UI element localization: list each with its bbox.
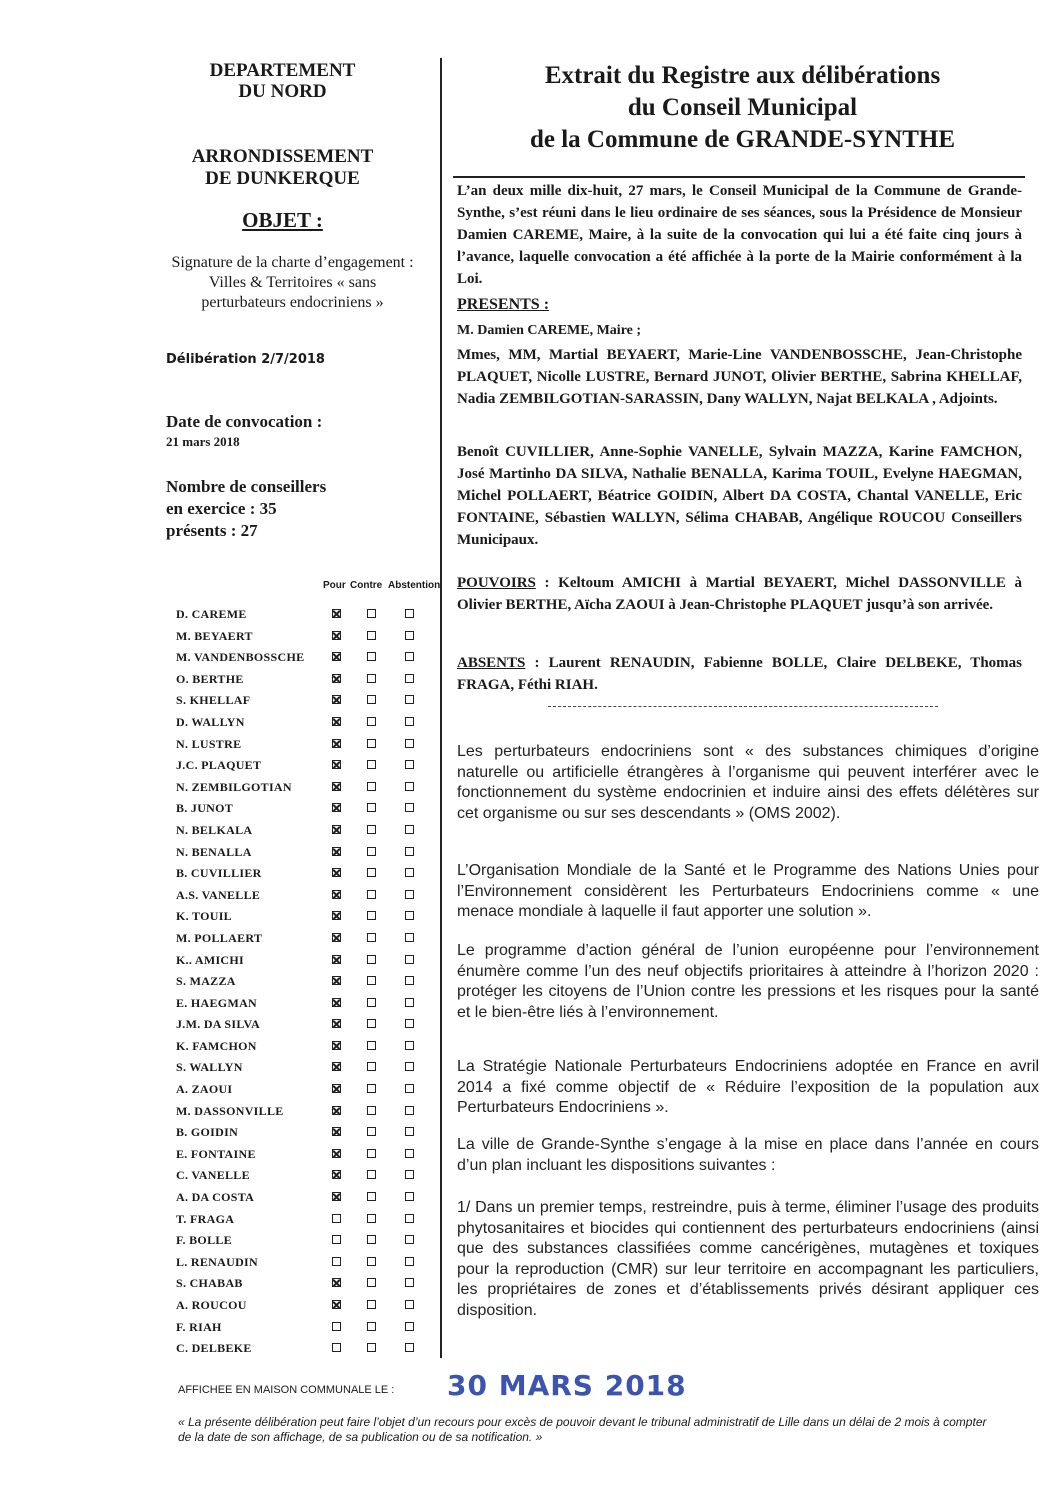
checkbox-contre[interactable] (367, 674, 376, 683)
vote-row (172, 626, 442, 648)
department-line1: DEPARTEMENT (209, 60, 356, 81)
vote-row (172, 1165, 442, 1187)
checkbox-abstention[interactable] (405, 1278, 414, 1287)
vote-row (172, 690, 442, 712)
checkbox-pour[interactable] (332, 1214, 341, 1223)
vote-row (172, 1209, 442, 1231)
checkbox-abstention[interactable] (405, 1214, 414, 1223)
council-counts (166, 476, 326, 542)
vote-row (172, 669, 442, 691)
checkbox-abstention[interactable] (405, 1062, 414, 1071)
checkbox-contre[interactable] (367, 760, 376, 769)
checkbox-pour[interactable] (332, 631, 341, 640)
checkbox-pour[interactable] (332, 1041, 341, 1050)
checkbox-pour[interactable] (332, 695, 341, 704)
checkbox-contre[interactable] (367, 1062, 376, 1071)
vote-row (172, 1057, 442, 1079)
councillor-name: B. GOIDIN (176, 1125, 239, 1140)
deliberation-number: Délibération 2/7/2018 (166, 352, 325, 367)
presents-maire: M. Damien CAREME, Maire ; (457, 323, 642, 338)
checkbox-contre[interactable] (367, 609, 376, 618)
body-paragraph-1: Les perturbateurs endocriniens sont « des substances chimiques d’origine naturelle ou artificielle étrangères à l’organisme qui peuvent interférer avec le fonctionnement du système endocrinien et induire ainsi des effets délétères sur cet organisme ou sur ses descendants » (OMS 2002). (457, 743, 1039, 822)
checkbox-contre[interactable] (367, 1257, 376, 1266)
vote-row (172, 1273, 442, 1295)
councillor-name: M. BEYAERT (176, 628, 253, 643)
title-line3: de la Commune de GRANDE-SYNTHE (529, 126, 956, 153)
councillor-name: A. DA COSTA (176, 1190, 255, 1205)
checkbox-contre[interactable] (367, 847, 376, 856)
checkbox-contre[interactable] (367, 1300, 376, 1309)
councillor-name: B. JUNOT (176, 801, 234, 816)
checkbox-contre[interactable] (367, 1170, 376, 1179)
checkbox-pour[interactable] (332, 1019, 341, 1028)
checkbox-contre[interactable] (367, 717, 376, 726)
body-paragraph-2: L’Organisation Mondiale de la Santé et le Programme des Nations Unies pour l’Environnement considèrent les Perturbateurs Endocriniens comme « une menace mondiale à laquelle il faut apporter une solution ». (457, 862, 1039, 920)
vote-row (172, 1144, 442, 1166)
section-separator (548, 706, 938, 707)
department-line2: DU NORD (238, 81, 327, 102)
checkbox-pour[interactable] (332, 1106, 341, 1115)
councillor-name: N. ZEMBILGOTIAN (176, 779, 292, 794)
pouvoirs-paragraph (457, 572, 1022, 616)
councillor-name: N. BELKALA (176, 822, 253, 837)
vote-row (172, 1338, 442, 1360)
vote-row (172, 971, 442, 993)
councillor-name: L. RENAUDIN (176, 1254, 258, 1269)
checkbox-contre[interactable] (367, 652, 376, 661)
councillor-name: E. HAEGMAN (176, 995, 257, 1010)
checkbox-pour[interactable] (332, 652, 341, 661)
vote-row (172, 842, 442, 864)
absents-paragraph (457, 652, 1022, 696)
vote-row (172, 1295, 442, 1317)
councillor-name: D. WALLYN (176, 714, 245, 729)
checkbox-abstention[interactable] (405, 631, 414, 640)
councillor-name: C. VANELLE (176, 1168, 250, 1183)
vote-row (172, 798, 442, 820)
body-paragraph-4: La Stratégie Nationale Perturbateurs Endocriniens adoptée en France en avril 2014 a fixé comme objectif de « Réduire l’exposition de la population aux Perturbateurs Endocriniens ». (457, 1058, 1039, 1116)
checkbox-pour[interactable] (332, 717, 341, 726)
checkbox-pour[interactable] (332, 868, 341, 877)
column-divider (440, 58, 442, 1358)
checkbox-pour[interactable] (332, 803, 341, 812)
title-line1: Extrait du Registre aux délibérations (544, 62, 941, 89)
checkbox-contre[interactable] (367, 1149, 376, 1158)
presents-heading: PRESENTS : (457, 296, 550, 313)
councillor-name: S. KHELLAF (176, 693, 251, 708)
checkbox-pour[interactable] (332, 760, 341, 769)
vote-row (172, 1187, 442, 1209)
checkbox-abstention[interactable] (405, 652, 414, 661)
vote-row (172, 906, 442, 928)
checkbox-pour[interactable] (332, 1235, 341, 1244)
checkbox-pour[interactable] (332, 1278, 341, 1287)
vote-row (172, 950, 442, 972)
checkbox-pour[interactable] (332, 782, 341, 791)
checkbox-abstention[interactable] (405, 890, 414, 899)
councillor-name: A. ROUCOU (176, 1298, 247, 1312)
councillor-name: A.S. VANELLE (176, 887, 261, 902)
councillor-name: F. RIAH (176, 1319, 222, 1334)
councillor-name: J.M. DA SILVA (176, 1017, 260, 1032)
body-paragraph-5: La ville de Grande-Synthe s’engage à la mise en place dans l’année en cours d’un plan incluant les dispositions suivantes : (457, 1136, 1039, 1174)
vote-header-pour: Pour (323, 580, 346, 591)
checkbox-pour[interactable] (332, 890, 341, 899)
councillor-name: E. FONTAINE (176, 1146, 256, 1161)
presents-adjoints: Mmes, MM, Martial BEYAERT, Marie-Line VANDENBOSSCHE, Jean-Christophe PLAQUET, Nicolle LUSTRE, Bernard JUNOT, Olivier BERTHE, Sabrina KHELLAF, Nadia ZEMBILGOTIAN-SARASSIN, Dany WALLYN, Najat BELKALA , Adjoints. (457, 347, 1022, 407)
checkbox-pour[interactable] (332, 1149, 341, 1158)
checkbox-contre[interactable] (367, 1192, 376, 1201)
body-paragraph-3: Le programme d’action général de l’union européenne pour l’environnement énumère comme l’un des neuf objectifs prioritaires à atteindre à l’horizon 2020 : protéger les citoyens de l’Union contre les pressions et les risques pour la santé et le bien-être liés à l’environnement. (457, 942, 1039, 1021)
checkbox-contre[interactable] (367, 976, 376, 985)
checkbox-abstention[interactable] (405, 1192, 414, 1201)
councillor-name: T. FRAGA (176, 1211, 235, 1226)
checkbox-pour[interactable] (332, 1257, 341, 1266)
vote-row (172, 712, 442, 734)
checkbox-abstention[interactable] (405, 998, 414, 1007)
checkbox-contre[interactable] (367, 782, 376, 791)
checkbox-pour[interactable] (332, 1084, 341, 1093)
checkbox-abstention[interactable] (405, 1041, 414, 1050)
councillor-name: N. LUSTRE (176, 736, 242, 751)
objet-heading: OBJET : (242, 208, 323, 232)
checkbox-contre[interactable] (367, 825, 376, 834)
checkbox-abstention[interactable] (405, 1170, 414, 1179)
councillor-name: S. WALLYN (176, 1060, 243, 1075)
checkbox-abstention[interactable] (405, 976, 414, 985)
checkbox-contre[interactable] (367, 868, 376, 877)
checkbox-contre[interactable] (367, 1235, 376, 1244)
vote-row (172, 1122, 442, 1144)
checkbox-abstention[interactable] (405, 868, 414, 877)
subject-line2: Villes & Territoires « sans (208, 274, 377, 291)
checkbox-contre[interactable] (367, 803, 376, 812)
counts-line1: Nombre de conseillers (166, 477, 327, 496)
title-line2: du Conseil Municipal (627, 94, 858, 121)
checkbox-abstention[interactable] (405, 1019, 414, 1028)
vote-header-abstention: Abstention (388, 580, 441, 591)
checkbox-pour[interactable] (332, 825, 341, 834)
department-header (150, 60, 415, 102)
councillor-name: K.. AMICHI (176, 952, 245, 967)
vote-row (172, 777, 442, 799)
checkbox-abstention[interactable] (405, 803, 414, 812)
vote-row (172, 1014, 442, 1036)
checkbox-contre[interactable] (367, 1019, 376, 1028)
councillor-name: C. DELBEKE (176, 1341, 252, 1356)
checkbox-abstention[interactable] (405, 847, 414, 856)
checkbox-contre[interactable] (367, 695, 376, 704)
checkbox-contre[interactable] (367, 955, 376, 964)
checkbox-pour[interactable] (332, 976, 341, 985)
checkbox-pour[interactable] (332, 1062, 341, 1071)
checkbox-pour[interactable] (332, 609, 341, 618)
checkbox-abstention[interactable] (405, 933, 414, 942)
checkbox-contre[interactable] (367, 911, 376, 920)
vote-row (172, 1317, 442, 1339)
checkbox-pour[interactable] (332, 1343, 341, 1352)
checkbox-abstention[interactable] (405, 609, 414, 618)
vote-row (172, 1101, 442, 1123)
arrondissement-line1: ARRONDISSEMENT (191, 146, 374, 167)
checkbox-contre[interactable] (367, 739, 376, 748)
absents-text: : Laurent RENAUDIN, Fabienne BOLLE, Claire DELBEKE, Thomas FRAGA, Féthi RIAH. (457, 655, 1022, 693)
arrondissement-header (150, 146, 415, 190)
vote-table (172, 604, 442, 1360)
checkbox-pour[interactable] (332, 1300, 341, 1309)
councillor-name: K. FAMCHON (176, 1038, 257, 1053)
checkbox-abstention[interactable] (405, 1235, 414, 1244)
checkbox-contre[interactable] (367, 631, 376, 640)
body-paragraph-6: 1/ Dans un premier temps, restreindre, puis à terme, éliminer l’usage des produits phytosanitaires et biocides qui contiennent des perturbateurs endocriniens (ainsi que des substances classifiées comme cancérigènes, mutagènes et toxiques pour la reproduction (CMR) sur leur territoire en accompagnant les particuliers, les propriétaires de zones et d’établissements privés désirant appliquer ces disposition. (457, 1199, 1039, 1319)
checkbox-abstention[interactable] (405, 760, 414, 769)
checkbox-contre[interactable] (367, 1214, 376, 1223)
checkbox-abstention[interactable] (405, 911, 414, 920)
checkbox-abstention[interactable] (405, 1127, 414, 1136)
checkbox-contre[interactable] (367, 998, 376, 1007)
checkbox-abstention[interactable] (405, 1084, 414, 1093)
checkbox-abstention[interactable] (405, 1343, 414, 1352)
intro-paragraph: L’an deux mille dix-huit, 27 mars, le Conseil Municipal de la Commune de Grande-Synthe, s’est réuni dans le lieu ordinaire de ses séances, sous la Présidence de Monsieur Damien CAREME, Maire, à la suite de la convocation qui lui a été faite cinq jours à l’avance, laquelle convocation a été affichée à la porte de la Mairie conformément à la Loi. (457, 183, 1022, 287)
checkbox-pour[interactable] (332, 1170, 341, 1179)
appeal-notice: « La présente délibération peut faire l’objet d’un recours pour excès de pouvoir devant le tribunal administratif de Lille dans un délai de 2 mois à compter de la date de son affichage, de sa publication ou de sa notification. » (178, 1415, 987, 1444)
checkbox-abstention[interactable] (405, 1322, 414, 1331)
vote-row (172, 885, 442, 907)
councillor-name: S. CHABAB (176, 1276, 243, 1291)
councillor-name: B. CUVILLIER (176, 866, 262, 881)
councillor-name: F. BOLLE (176, 1233, 232, 1248)
vote-row (172, 1230, 442, 1252)
checkbox-abstention[interactable] (405, 1300, 414, 1309)
absents-heading: ABSENTS (457, 655, 526, 671)
arrondissement-line2: DE DUNKERQUE (205, 168, 360, 189)
checkbox-abstention[interactable] (405, 739, 414, 748)
date-stamp: 30 MARS 2018 (447, 1369, 687, 1402)
councillor-name: M. POLLAERT (176, 930, 263, 945)
subject-line3: perturbateurs endocriniens » (201, 294, 384, 311)
presents-conseillers: Benoît CUVILLIER, Anne-Sophie VANELLE, Sylvain MAZZA, Karine FAMCHON, José Martinho DA SILVA, Nathalie BENALLA, Karima TOUIL, Evelyne HAEGMAN, Michel POLLAERT, Béatrice GOIDIN, Albert DA COSTA, Chantal VANELLE, Eric FONTAINE, Sébastien WALLYN, Sélima CHABAB, Angélique ROUCOU Conseillers Municipaux. (457, 444, 1022, 548)
checkbox-contre[interactable] (367, 933, 376, 942)
checkbox-abstention[interactable] (405, 674, 414, 683)
vote-row (172, 1079, 442, 1101)
vote-row (172, 993, 442, 1015)
checkbox-abstention[interactable] (405, 782, 414, 791)
vote-row (172, 604, 442, 626)
pouvoirs-text: : Keltoum AMICHI à Martial BEYAERT, Michel DASSONVILLE à Olivier BERTHE, Aïcha ZAOUI à Jean-Christophe PLAQUET jusqu’à son arrivée. (457, 575, 1022, 613)
checkbox-abstention[interactable] (405, 1106, 414, 1115)
councillor-name: A. ZAOUI (176, 1082, 233, 1097)
checkbox-pour[interactable] (332, 1192, 341, 1201)
posting-label: AFFICHEE EN MAISON COMMUNALE LE : (178, 1384, 395, 1396)
checkbox-contre[interactable] (367, 1278, 376, 1287)
checkbox-abstention[interactable] (405, 825, 414, 834)
councillor-name: J.C. PLAQUET (176, 758, 262, 773)
vote-row (172, 755, 442, 777)
checkbox-contre[interactable] (367, 1343, 376, 1352)
checkbox-contre[interactable] (367, 1127, 376, 1136)
councillor-name: D. CAREME (176, 607, 247, 621)
convocation-date: 21 mars 2018 (166, 434, 240, 449)
checkbox-pour[interactable] (332, 1127, 341, 1136)
councillor-name: K. TOUIL (176, 909, 232, 924)
checkbox-abstention[interactable] (405, 717, 414, 726)
vote-row (172, 863, 442, 885)
checkbox-pour[interactable] (332, 739, 341, 748)
checkbox-pour[interactable] (332, 1322, 341, 1331)
checkbox-pour[interactable] (332, 847, 341, 856)
convocation-label: Date de convocation : (166, 412, 323, 431)
checkbox-pour[interactable] (332, 933, 341, 942)
pouvoirs-heading: POUVOIRS (457, 575, 536, 591)
checkbox-pour[interactable] (332, 674, 341, 683)
subject-text (150, 253, 435, 313)
vote-row (172, 1036, 442, 1058)
counts-line3: présents : 27 (166, 521, 258, 540)
checkbox-contre[interactable] (367, 1041, 376, 1050)
councillor-name: M. VANDENBOSSCHE (176, 650, 305, 665)
vote-header-contre: Contre (350, 580, 383, 591)
checkbox-contre[interactable] (367, 1106, 376, 1115)
councillor-name: O. BERTHE (176, 671, 244, 686)
vote-row (172, 820, 442, 842)
checkbox-pour[interactable] (332, 955, 341, 964)
vote-row (172, 928, 442, 950)
counts-line2: en exercice : 35 (166, 499, 277, 518)
title-rule (453, 176, 1025, 178)
checkbox-abstention[interactable] (405, 955, 414, 964)
vote-row (172, 1252, 442, 1274)
checkbox-abstention[interactable] (405, 1149, 414, 1158)
checkbox-abstention[interactable] (405, 695, 414, 704)
subject-line1: Signature de la charte d’engagement : (171, 254, 414, 271)
checkbox-contre[interactable] (367, 890, 376, 899)
vote-row (172, 734, 442, 756)
councillor-name: M. DASSONVILLE (176, 1103, 284, 1118)
document-title (455, 60, 1030, 156)
councillor-name: N. BENALLA (176, 844, 252, 859)
checkbox-pour[interactable] (332, 998, 341, 1007)
checkbox-contre[interactable] (367, 1322, 376, 1331)
checkbox-contre[interactable] (367, 1084, 376, 1093)
checkbox-pour[interactable] (332, 911, 341, 920)
checkbox-abstention[interactable] (405, 1257, 414, 1266)
councillor-name: S. MAZZA (176, 974, 236, 989)
vote-row (172, 647, 442, 669)
